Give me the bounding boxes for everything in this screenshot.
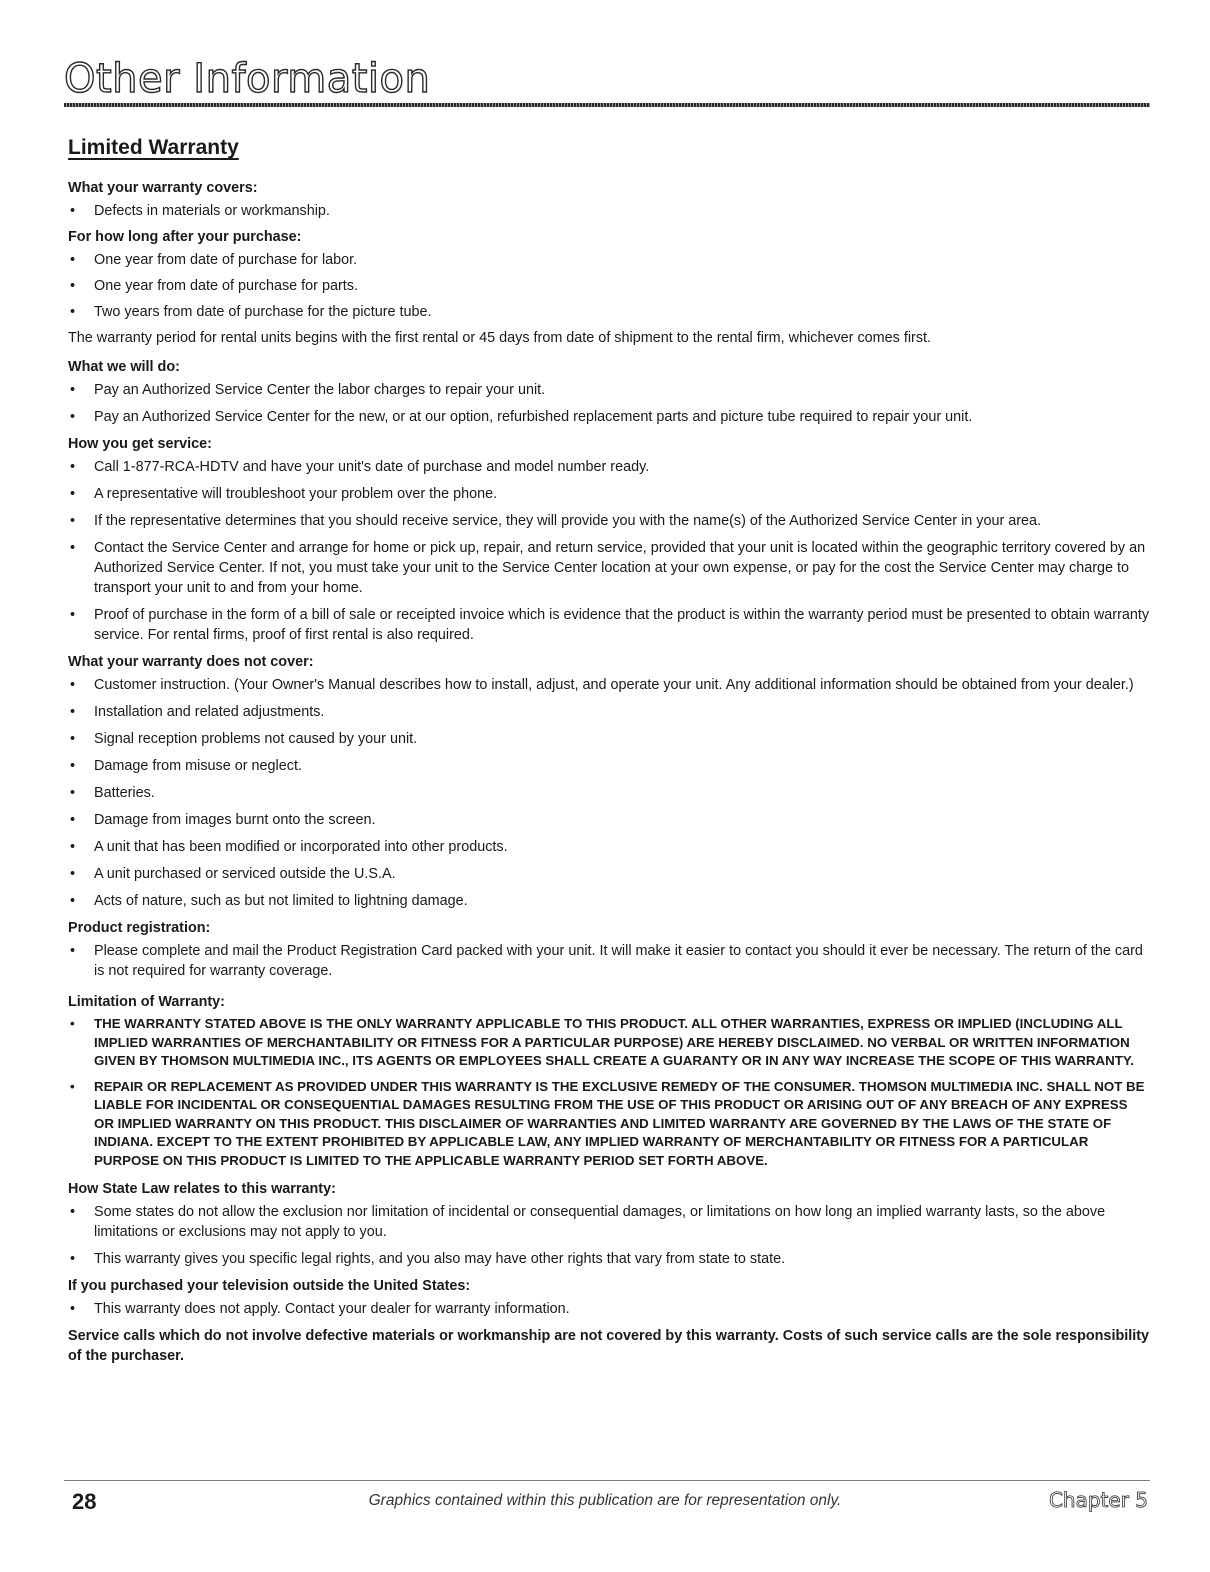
subheading-limitation: Limitation of Warranty:	[68, 994, 225, 1010]
registration-list	[68, 941, 1150, 981]
list-item: • Signal reception problems not caused by your unit.	[68, 729, 1150, 749]
rental-note: The warranty period for rental units begins with the first rental or 45 days from date of shipment to the rental firm, whichever comes first.	[68, 330, 932, 346]
list-item: • Acts of nature, such as but not limited to lightning damage.	[68, 891, 1150, 911]
list-item: • Pay an Authorized Service Center for the new, or at our option, refurbished replacement parts and picture tube required to repair your unit.	[68, 407, 1150, 427]
list-item: • Call 1-877-RCA-HDTV and have your unit's date of purchase and model number ready.	[68, 457, 1150, 477]
list-item: • Proof of purchase in the form of a bill of sale or receipted invoice which is evidence that the product is within the warranty period must be presented to obtain warranty service. For rental firms, proof of first rental is also required.	[68, 605, 1150, 645]
outside-us-list	[68, 1299, 1150, 1319]
subheading-outside-us: If you purchased your television outside the United States:	[68, 1278, 471, 1294]
list-item: • This warranty does not apply. Contact your dealer for warranty information.	[68, 1299, 1150, 1319]
footer-note: Graphics contained within this publication are for representation only.	[368, 1492, 842, 1509]
list-item: • REPAIR OR REPLACEMENT AS PROVIDED UNDER THIS WARRANTY IS THE EXCLUSIVE REMEDY OF THE CONSUMER. THOMSON MULTIMEDIA INC. SHALL NOT BE LIABLE FOR INCIDENTAL OR CONSEQUENTIAL DAMAGES RESULTING FROM THE USE OF THIS PRODUCT OR ARISING OUT OF ANY BREACH OF ANY EXPRESS OR IMPLIED WARRANTY ON THIS PRODUCT. THIS DISCLAIMER OF WARRANTIES AND LIMITED WARRANTY ARE GOVERNED BY THE LAWS OF THE STATE OF INDIANA. EXCEPT TO THE EXTENT PROHIBITED BY APPLICABLE LAW, ANY IMPLIED WARRANTY OF MERCHANTABILITY OR FITNESS FOR A PARTICULAR PURPOSE ON THIS PRODUCT IS LIMITED TO THE APPLICABLE WARRANTY PERIOD SET FORTH ABOVE.	[68, 1078, 1150, 1171]
list-item: • A unit purchased or serviced outside the U.S.A.	[68, 864, 1150, 884]
what-we-do-list	[68, 380, 1150, 427]
subheading-registration: Product registration:	[68, 920, 211, 936]
list-item: • Defects in materials or workmanship.	[68, 201, 1150, 221]
list-item: • Batteries.	[68, 783, 1150, 803]
title-divider	[64, 103, 1150, 107]
subheading-how-long: For how long after your purchase:	[68, 229, 302, 245]
list-item: • Damage from images burnt onto the screen.	[68, 810, 1150, 830]
page-title: Other Information	[64, 56, 431, 102]
chapter-label: Chapter 5	[1048, 1488, 1148, 1512]
list-item: • One year from date of purchase for parts.	[68, 276, 1150, 296]
list-item: • THE WARRANTY STATED ABOVE IS THE ONLY WARRANTY APPLICABLE TO THIS PRODUCT. ALL OTHER WARRANTIES, EXPRESS OR IMPLIED (INCLUDING ALL IMPLIED WARRANTIES OF MERCHANTABILITY OR FITNESS FOR A PARTICULAR PURPOSE) ARE HEREBY DISCLAIMED. NO VERBAL OR WRITTEN INFORMATION GIVEN BY THOMSON MULTIMEDIA INC., ITS AGENTS OR EMPLOYEES SHALL CREATE A GUARANTY OR IN ANY WAY INCREASE THE SCOPE OF THIS WARRANTY.	[68, 1015, 1150, 1071]
state-law-list	[68, 1202, 1150, 1269]
footer-divider	[64, 1480, 1150, 1481]
section-heading: Limited Warranty	[68, 136, 239, 159]
list-item: • This warranty gives you specific legal rights, and you also may have other rights that vary from state to state.	[68, 1249, 1150, 1269]
list-item: • Two years from date of purchase for the picture tube.	[68, 302, 1150, 322]
page-number: 28	[72, 1489, 97, 1514]
subheading-get-service: How you get service:	[68, 436, 212, 452]
list-item: • Damage from misuse or neglect.	[68, 756, 1150, 776]
list-item: • Installation and related adjustments.	[68, 702, 1150, 722]
subheading-what-we-do: What we will do:	[68, 359, 180, 375]
list-item: • A unit that has been modified or incorporated into other products.	[68, 837, 1150, 857]
list-item: • One year from date of purchase for labor.	[68, 250, 1150, 270]
list-item: • A representative will troubleshoot your problem over the phone.	[68, 484, 1150, 504]
not-cover-list	[68, 675, 1150, 911]
subheading-not-cover: What your warranty does not cover:	[68, 654, 314, 670]
list-item: • If the representative determines that you should receive service, they will provide you with the name(s) of the Authorized Service Center in your area.	[68, 511, 1150, 531]
list-item: • Contact the Service Center and arrange for home or pick up, repair, and return service, provided that your unit is located within the geographic territory covered by an Authorized Service Center. If not, you must take your unit to the Service Center location at your own expense, or pay for the cost the Service Center may charge to transport your unit to and from your home.	[68, 538, 1150, 598]
list-item: • Customer instruction. (Your Owner's Manual describes how to install, adjust, and operate your unit. Any additional information should be obtained from your dealer.)	[68, 675, 1150, 695]
limitation-list	[68, 1015, 1150, 1170]
warranty-content	[68, 178, 1150, 1370]
closing-statement: Service calls which do not involve defective materials or workmanship are not covered by this warranty. Costs of such service calls are the sole responsibility of the purchaser.	[68, 1328, 1150, 1364]
covers-list	[68, 201, 1150, 221]
list-item: • Pay an Authorized Service Center the labor charges to repair your unit.	[68, 380, 1150, 400]
subheading-state-law: How State Law relates to this warranty:	[68, 1181, 336, 1197]
how-long-list	[68, 250, 1150, 322]
subheading-covers: What your warranty covers:	[68, 180, 258, 196]
list-item: • Some states do not allow the exclusion nor limitation of incidental or consequential damages, or limitations on how long an implied warranty lasts, so the above limitations or exclusions may not apply to you.	[68, 1202, 1150, 1242]
list-item: • Please complete and mail the Product Registration Card packed with your unit. It will make it easier to contact you should it ever be necessary. The return of the card is not required for warranty coverage.	[68, 941, 1150, 981]
get-service-list	[68, 457, 1150, 645]
